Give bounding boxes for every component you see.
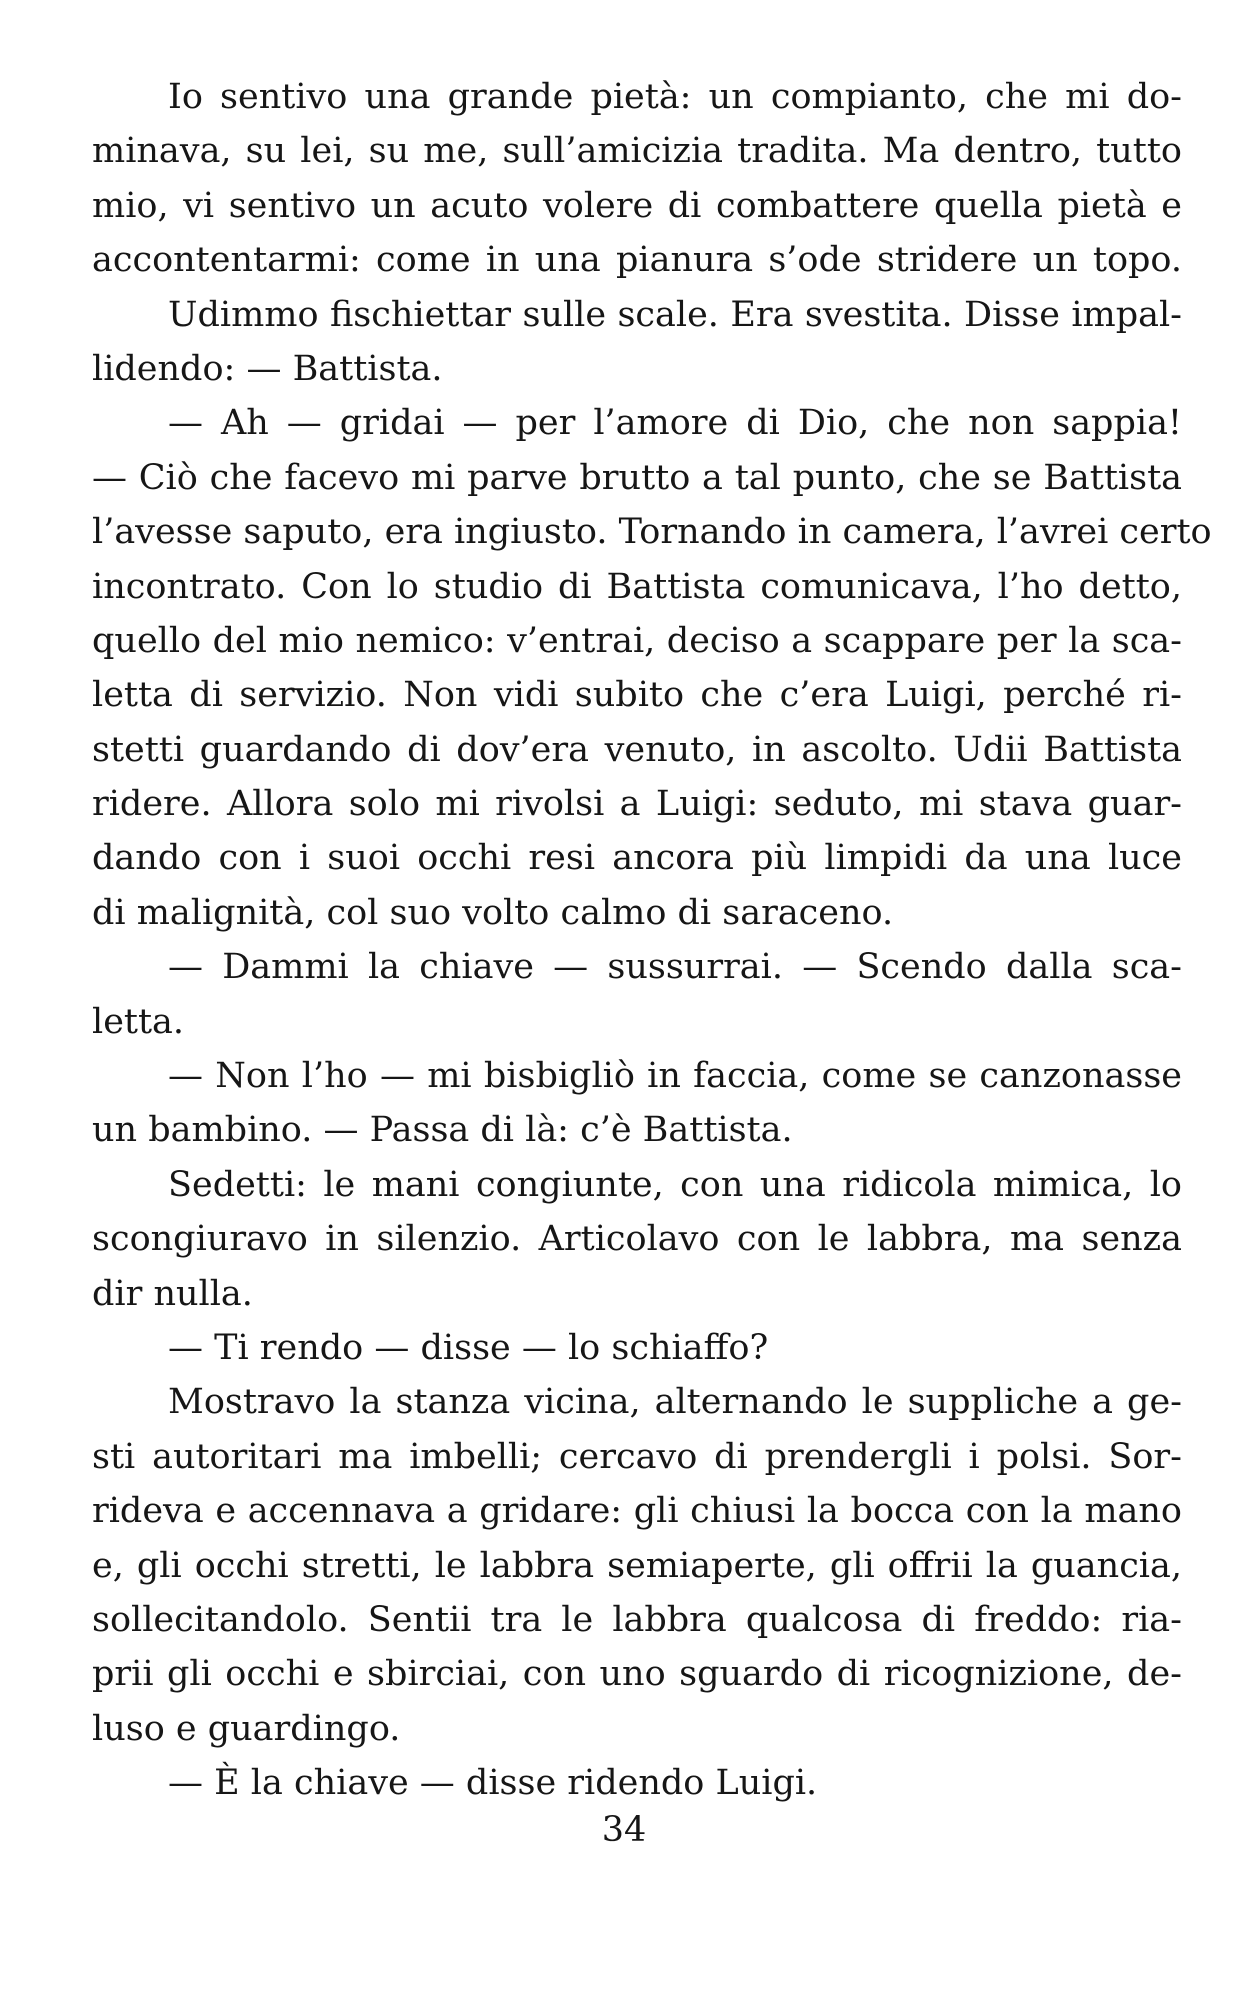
- text-line: Mostravo la stanza vicina, alternando le suppliche a ge-: [168, 1382, 1182, 1423]
- text-line: quello del mio nemico: v’entrai, deciso a scappare per la sca-: [92, 620, 1182, 661]
- text-line: scongiuravo in silenzio. Articolavo con le labbra, ma senza: [92, 1219, 1182, 1260]
- text-line: sti autoritari ma imbelli; cercavo di prendergli i polsi. Sor-: [92, 1436, 1182, 1477]
- text-line: incontrato. Con lo studio di Battista comunicava, l’ho detto,: [92, 566, 1182, 607]
- text-line: Sedetti: le mani congiunte, con una ridicola mimica, lo: [168, 1164, 1182, 1205]
- text-line: e, gli occhi stretti, le labbra semiaperte, gli offrii la guancia,: [92, 1545, 1182, 1586]
- text-line: dando con i suoi occhi resi ancora più limpidi da una luce: [92, 838, 1182, 879]
- text-line: un bambino. — Passa di là: c’è Battista.: [92, 1110, 793, 1151]
- text-line: di malignità, col suo volto calmo di saraceno.: [92, 892, 894, 933]
- text-line: accontentarmi: come in una pianura s’ode stridere un topo.: [92, 240, 1182, 281]
- text-line: luso e guardingo.: [92, 1708, 401, 1749]
- text-line: dir nulla.: [92, 1273, 253, 1314]
- text-line: — È la chiave — disse ridendo Luigi.: [168, 1763, 818, 1804]
- page-number: 34: [601, 1810, 647, 1850]
- text-line: — Ti rendo — disse — lo schiaffo?: [168, 1327, 769, 1368]
- text-line: — Non l’ho — mi bisbigliò in faccia, come se canzonasse: [168, 1056, 1182, 1097]
- text-line: Udimmo fischiettar sulle scale. Era svestita. Disse impal-: [168, 294, 1182, 335]
- text-line: mio, vi sentivo un acuto volere di combattere quella pietà e: [92, 185, 1182, 226]
- text-line: ridere. Allora solo mi rivolsi a Luigi: seduto, mi stava guar-: [92, 784, 1182, 825]
- text-line: minava, su lei, su me, sull’amicizia tradita. Ma dentro, tutto: [92, 131, 1182, 172]
- text-line: prii gli occhi e sbirciai, con uno sguardo di ricognizione, de-: [92, 1654, 1182, 1695]
- text-line: Io sentivo una grande pietà: un compianto, che mi do-: [168, 77, 1182, 117]
- body-text: [92, 70, 1212, 1811]
- text-line: sollecitandolo. Sentii tra le labbra qualcosa di freddo: ria-: [92, 1599, 1182, 1640]
- text-line: rideva e accennava a gridare: gli chiusi la bocca con la mano: [92, 1491, 1182, 1532]
- text-line: letta di servizio. Non vidi subito che c’era Luigi, perché ri-: [92, 675, 1182, 716]
- text-line: — Ah — gridai — per l’amore di Dio, che non sappia!: [168, 403, 1182, 444]
- text-line: l’avesse saputo, era ingiusto. Tornando in camera, l’avrei certo: [92, 512, 1212, 553]
- text-line: letta.: [92, 1001, 185, 1042]
- text-line: — Ciò che facevo mi parve brutto a tal punto, che se Battista: [92, 457, 1182, 498]
- text-line: — Dammi la chiave — sussurrai. — Scendo dalla sca-: [168, 947, 1182, 988]
- text-line: lidendo: — Battista.: [92, 348, 443, 389]
- text-line: stetti guardando di dov’era venuto, in ascolto. Udii Battista: [92, 729, 1182, 770]
